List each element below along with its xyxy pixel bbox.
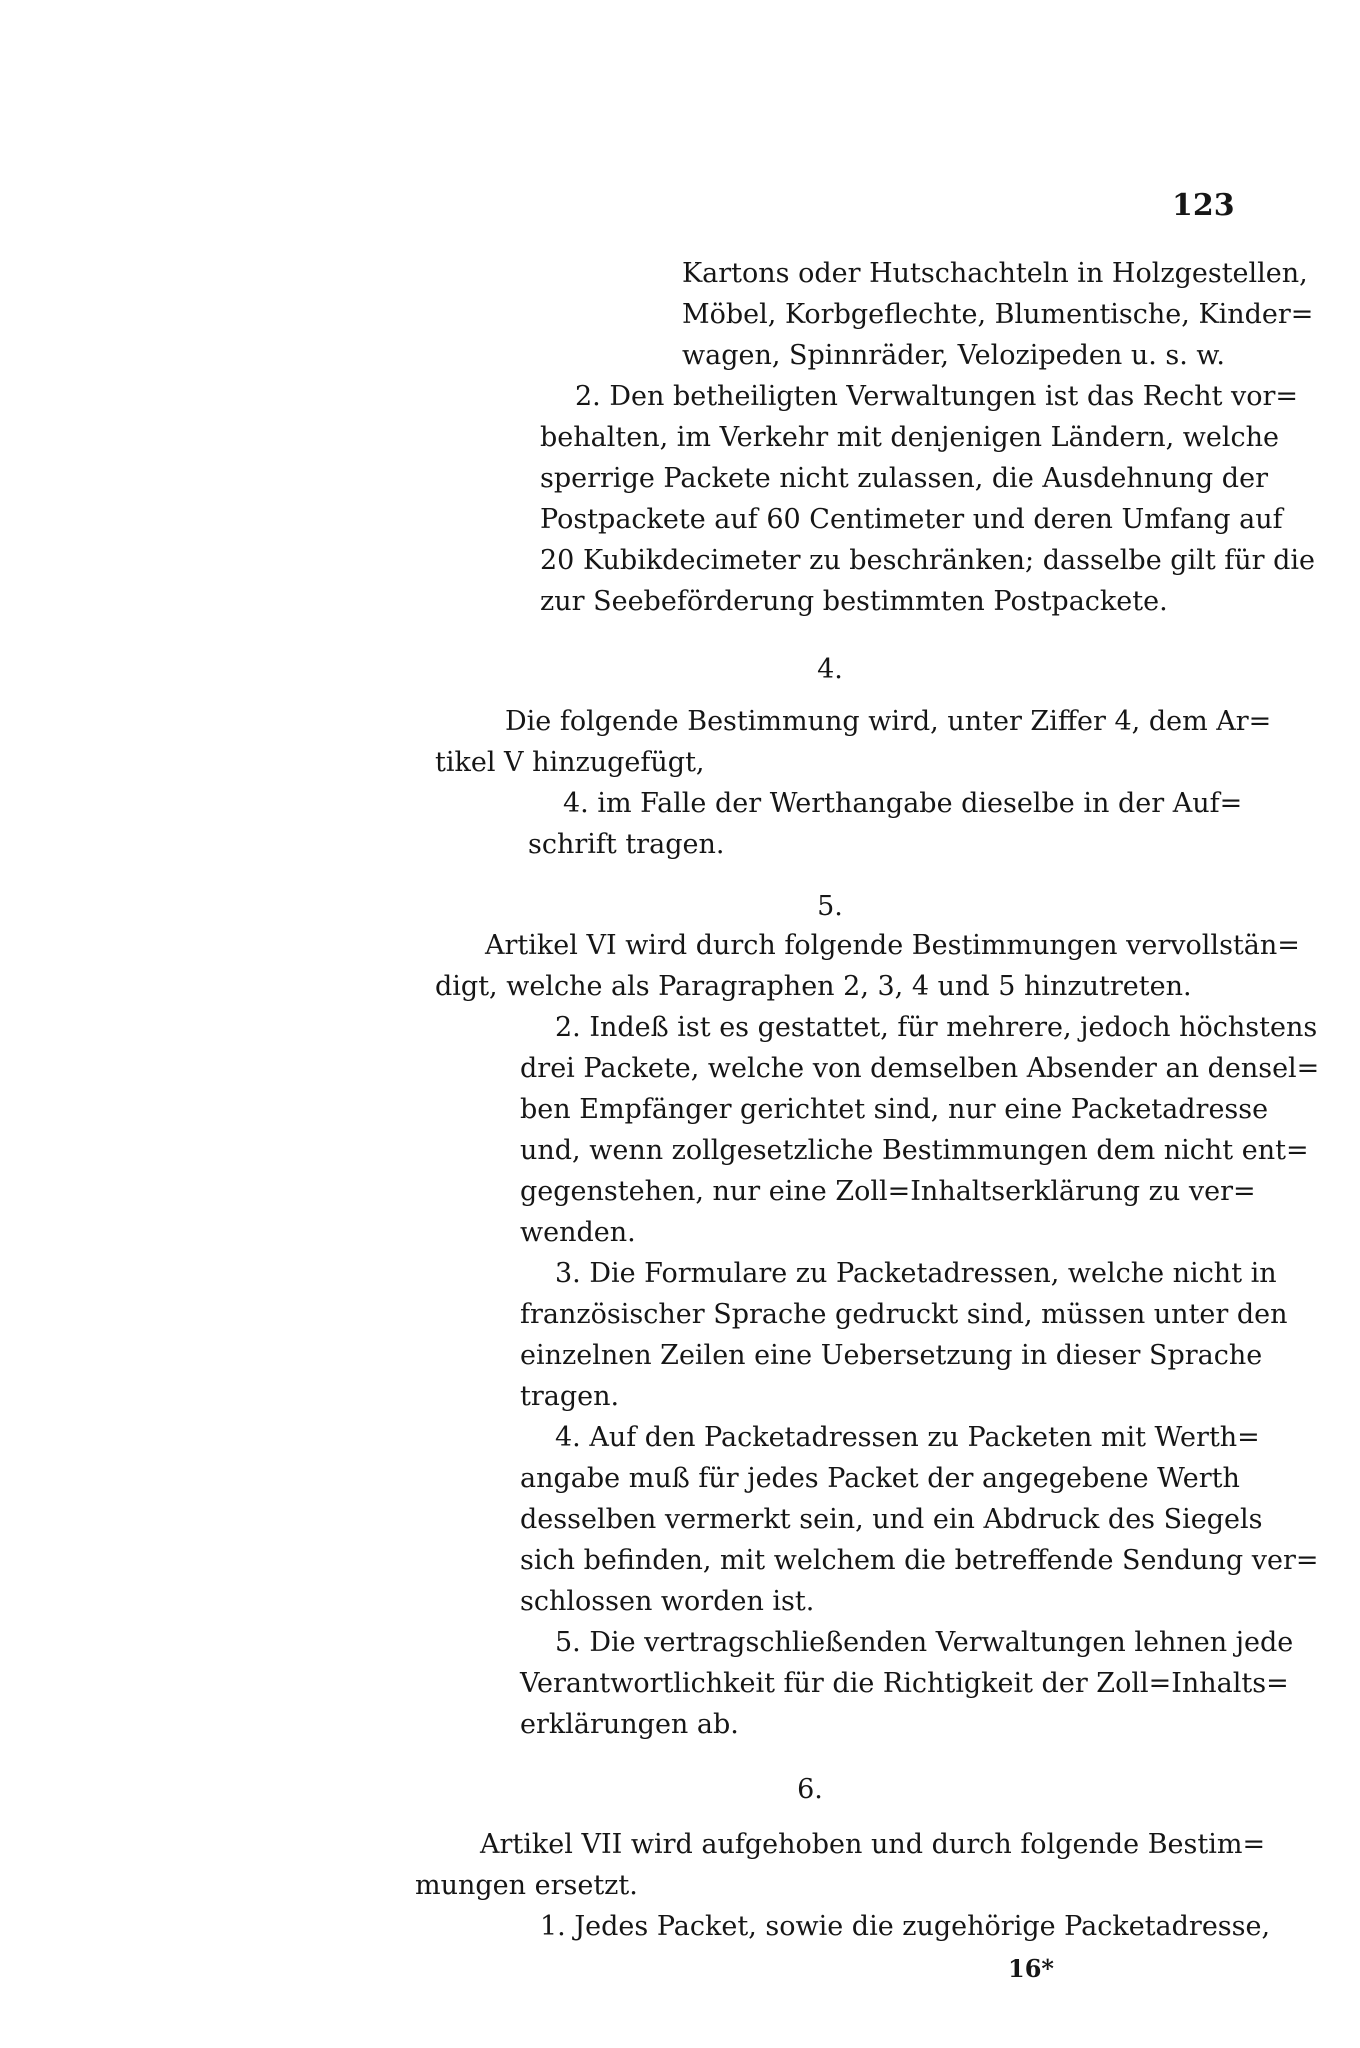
text-line: gegenstehen, nur eine Zoll=Inhaltserklärung zu ver= (520, 1176, 1256, 1207)
text-line: sperrige Packete nicht zulassen, die Ausdehnung der (540, 463, 1268, 494)
signature-mark: 16* (1008, 1954, 1054, 1983)
text-line: 2. Indeß ist es gestattet, für mehrere, jedoch höchstens (555, 1012, 1318, 1043)
text-line: 4. im Falle der Werthangabe dieselbe in der Auf= (563, 788, 1243, 819)
text-line: angabe muß für jedes Packet der angegebene Werth (520, 1463, 1240, 1494)
text-line: Verantwortlichkeit für die Richtigkeit der Zoll=Inhalts= (520, 1668, 1289, 1699)
text-line: Kartons oder Hutschachteln in Holzgestellen, (682, 258, 1308, 289)
text-line: sich befinden, mit welchem die betreffende Sendung ver= (520, 1545, 1319, 1576)
text-line: einzelnen Zeilen eine Uebersetzung in dieser Sprache (520, 1340, 1263, 1371)
text-line: französischer Sprache gedruckt sind, müssen unter den (520, 1299, 1288, 1330)
text-line: digt, welche als Paragraphen 2, 3, 4 und 5 hinzutreten. (435, 971, 1192, 1002)
text-line: zur Seebeförderung bestimmten Postpackete. (540, 586, 1168, 617)
text-line: 20 Kubikdecimeter zu beschränken; dasselbe gilt für die (540, 545, 1316, 576)
text-line: Artikel VII wird aufgehoben und durch folgende Bestim= (480, 1829, 1266, 1860)
text-line: schrift tragen. (528, 829, 725, 860)
text-line: Möbel, Korbgeflechte, Blumentische, Kinder= (682, 299, 1314, 330)
text-line: 1. Jedes Packet, sowie die zugehörige Packetadresse, (540, 1911, 1271, 1942)
text-line: wagen, Spinnräder, Velozipeden u. s. w. (682, 340, 1225, 371)
text-line: Die folgende Bestimmung wird, unter Ziffer 4, dem Ar= (505, 706, 1272, 737)
text-line: drei Packete, welche von demselben Absender an densel= (520, 1053, 1320, 1084)
section-number: 5. (817, 891, 843, 922)
text-line: und, wenn zollgesetzliche Bestimmungen dem nicht ent= (520, 1135, 1309, 1166)
text-line: behalten, im Verkehr mit denjenigen Ländern, welche (540, 422, 1279, 453)
text-line: 3. Die Formulare zu Packetadressen, welche nicht in (555, 1258, 1277, 1289)
page-number: 123 (1172, 188, 1235, 223)
text-line: 5. Die vertragschließenden Verwaltungen lehnen jede (555, 1627, 1294, 1658)
text-line: 4. Auf den Packetadressen zu Packeten mit Werth= (555, 1422, 1260, 1453)
text-line: mungen ersetzt. (415, 1870, 638, 1901)
text-line: schlossen worden ist. (520, 1586, 815, 1617)
text-line: Postpackete auf 60 Centimeter und deren Umfang auf (540, 504, 1283, 535)
text-line: 2. Den betheiligten Verwaltungen ist das Recht vor= (575, 381, 1299, 412)
text-line: Artikel VI wird durch folgende Bestimmungen vervollstän= (485, 930, 1300, 961)
section-number: 6. (797, 1774, 823, 1805)
text-line: desselben vermerkt sein, und ein Abdruck des Siegels (520, 1504, 1263, 1535)
text-line: ben Empfänger gerichtet sind, nur eine Packetadresse (520, 1094, 1269, 1125)
text-line: erklärungen ab. (520, 1709, 739, 1740)
text-line: wenden. (520, 1217, 636, 1248)
section-number: 4. (817, 654, 843, 685)
text-line: tikel V hinzugefügt, (435, 747, 705, 778)
text-line: tragen. (520, 1381, 620, 1412)
